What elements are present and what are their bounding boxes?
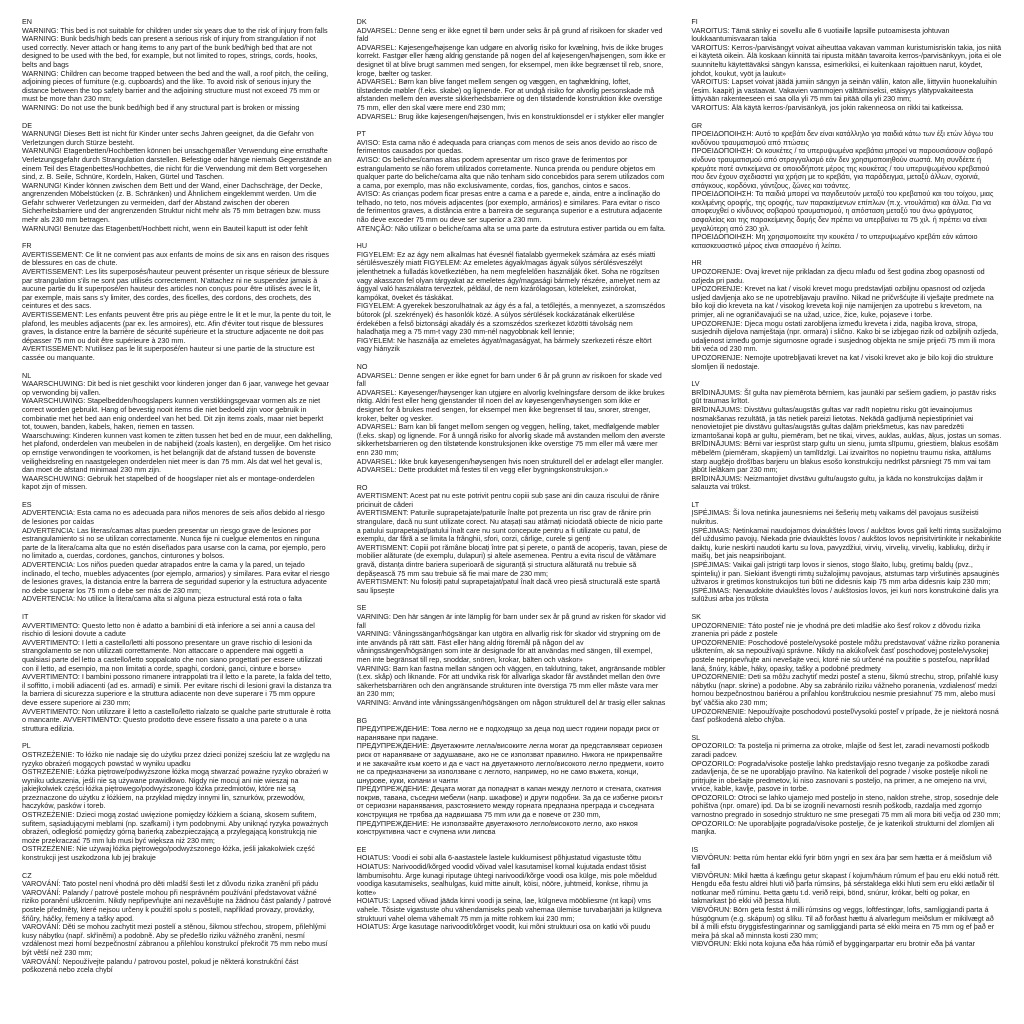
language-section-hr [691, 259, 1002, 371]
warning-paragraph: AVERTISMENT: Paturile suprapetajate/paturile înalte pot prezenta un risc grav de rănire prin strangulare, dacă nu sunt utilizate corect. Nu atașați sau atârnați niciodată obiecte de nicio parte a patului suprapetajat/patului înalt care nu sunt concepute pentru a fi utilizate cu patul, de exemplu, dar fără a se limita la frânghii, sfori, corzi, cârlige, curele și genți [356, 508, 663, 544]
warning-paragraph: AVISO: As crianças podem ficar presas entre a cama e a parede e, ainda, entre a inclinação do telhado, no teto, nos móveis adjacentes (por exemplo, armários) e similares. Para evitar o risco de ferimentos graves, a distância entre a barreira de segurança superior e a estrutura adjacente não deve exceder 75 mm ou deve ser superior a 230 mm. [356, 189, 663, 225]
language-section-lv [691, 380, 1002, 492]
language-section-hu [357, 242, 668, 354]
warning-paragraph: VAROVÁNÍ: Tato postel není vhodná pro děti mladší šesti let z důvodu rizika zranění při pádu [22, 879, 319, 889]
warning-paragraph: UPOZORENJE: Ovaj krevet nije prikladan za djecu mlađu od šest godina zbog opasnosti od ozljeda pri padu. [691, 267, 985, 285]
warning-paragraph: ПРЕДУПРЕЖДЕНИЕ: Това легло не е подходящо за деца под шест години поради риск от нараняване при падане. [356, 724, 660, 742]
warning-paragraph: UPOZORNENIE: Táto posteľ nie je vhodná pre deti mladšie ako šesť rokov z dôvodu rizika zranenia pri páde z postele [691, 620, 981, 639]
warning-paragraph: WAARSCHUWING: Gebruik het stapelbed of de hoogslaper niet als er montage-onderdelen kapot zijn of missen. [22, 473, 315, 492]
warning-paragraph: AVERTISSEMENT: N'utilisez pas le lit superposé/en hauteur si une partie de la structure est cassée ou manquante. [22, 344, 315, 362]
language-code: PT [356, 129, 366, 139]
warning-paragraph: ΠΡΟΕΙΔΟΠΟΙΗΣΗ: Τα παιδιά μπορεί να παγιδευτούν μεταξύ του κρεβατιού και του τοίχου, μιας κεκλιμένης οροφής, της οροφής, των παρακείμενων επίπλων (π.χ. ντουλάπια) και άλλα. Για να αποφευχθεί ο κίνδυνος σοβαρού τραυματισμού, η απόσταση μεταξύ του άνω φράγματος ασφαλείας και της παρακείμενης δομής δεν πρέπει να υπερβαίνει τα 75 χιλ. ή πρέπει να είναι μεγαλύτερη από 230 χιλ. [691, 189, 994, 233]
warning-paragraph: FIGYELEM: Ne használja az emeletes ágyat/magaságyat, ha bármely szerkezeti része eltört vagy hiányzik [356, 335, 652, 354]
warning-paragraph: ADVARSEL: Dette produktet må festes til en vegg eller bygningskonstruksjon.» [356, 465, 609, 475]
language-section-ro [357, 484, 668, 596]
warning-paragraph: AVVERTIMENTO: Questo letto non è adatto a bambini di età inferiore a sei anni a causa del rischio di lesioni dovute a cadute [22, 620, 315, 639]
warning-paragraph: ĮSPĖJIMAS: Netinkamai naudojamos dviaukštės lovos / aukštos lovos gali kelti rimtą susižalojimo dėl uždusimo pavojų. Niekada prie dviaukštės lovos / aukštos lovos neprisitvirtinkite ir nekabinkite daiktų, kurie neskirti naudoti kartu su lova, pavyzdžiui, virvių, virvelių, virvelių, kabliukų, diržų ir maišų, bet jais neapsiribojant. [691, 525, 1002, 561]
warning-paragraph: UPOZORNENIE: Poschodové postele/vysoké postele môžu predstavovať vážne riziko poranenia uškrtením, ak sa nepoužívajú správne. Nikdy na akúkoľvek časť poschodovej postele/vysokej postele nepripevňujte ani nevešajte veci, ktoré nie sú určené na použitie s posteľou, napríklad laná, šnúry, káble, háky, opasky, tašky a podobné predmety [691, 637, 1000, 673]
language-code: SK [691, 612, 701, 621]
language-code: IT [22, 612, 29, 621]
text-column [22, 18, 333, 1012]
warning-paragraph: ПРЕДУПРЕЖДЕНИЕ: Децата могат да попаднат в капан между леглото и стената, скатния покрив, тавана, съседни мебели (напр. шкафове) и други подобни. За да се избегне рискът от сериозни наранявания, разстоянието между горната предпазна преграда и съседната конструкция не трябва да надвишава 75 mm или да е повече от 230 mm, [356, 784, 664, 820]
warning-paragraph: ADVERTENCIA: Esta cama no es adecuada para niños menores de seis años debido al riesgo de lesiones por caídas [22, 508, 325, 527]
warning-paragraph: WARNUNG! Kinder können zwischen dem Bett und der Wand, einer Dachschräge, der Decke, angrenzenden Möbelstücken (z. B. Schränken) und Ähnlichem eingeklemmt werden. Um die Gefahr schwerer Verletzungen zu vermeiden, darf der Abstand zwischen der oberen Sicherheitsbarriere und der angrenzenden Struktur nicht mehr als 75 mm betragen bzw. muss mehr als 230 mm betragen. [22, 180, 323, 225]
warning-paragraph: OSTRZEŻENIE: Dzieci mogą zostać uwięzione pomiędzy łóżkiem a ścianą, skosem sufitem, sufitem, sąsiadującymi meblami (np. szafkami) i tym podobnymi. Aby uniknąć ryzyka poważnych obrażeń, odległość pomiędzy górną barierką zabezpieczającą a przylegającą konstrukcją nie może przekraczać 75 mm lub musi być większa niż 230 mm; [22, 810, 329, 845]
language-section-pt [357, 130, 668, 233]
warning-paragraph: ΠΡΟΕΙΔΟΠΟΙΗΣΗ: Οι κουκέτες / τα υπερυψωμένα κρεβάτια μπορεί να παρουσιάσουν σοβαρό κίνδυνο τραυματισμού από στραγγαλισμό εάν δεν χρησιμοποιηθούν σωστά. Μη συνδέετε ή κρεμάτε ποτέ αντικείμενα σε οποιοδήποτε μέρος της κουκέτας / του υπερυψωμένου κρεβατιού που δεν έχουν σχεδιαστεί για χρήση με το κρεβάτι, για παράδειγμα, μεταξύ άλλων, σχοινιά, σπάγκους, κορδόνια, γάντζους, ζώνες και τσάντες. [691, 146, 993, 190]
language-code: LV [691, 379, 700, 389]
language-code: SE [356, 603, 367, 613]
warning-paragraph: UPOZORNENIE: Deti sa môžu zachytiť medzi posteľ a stenu, šikmú strechu, strop, priľahlé kusy nábytku (napr. skrine) a podobne. Aby sa zabránilo riziku vážneho poranenia, vzdialenosť medzi hornou bezpečnostnou bariérou a priľahlou konštrukciou nesmie presiahnuť 75 mm, alebo musí byť väčšia ako 230 mm; [691, 672, 999, 707]
warning-paragraph: VARNING: Den här sängen är inte lämplig för barn under sex år på grund av risken för skador vid fall [356, 612, 666, 630]
warning-paragraph: WARNUNG! Benutze das Etagenbett/Hochbett nicht, wenn ein Bauteil kaputt ist oder fehlt [22, 223, 308, 233]
language-section-se [357, 604, 668, 707]
language-section-de [22, 122, 333, 234]
warning-paragraph: AVERTISMENT: Acest pat nu este potrivit pentru copiii sub șase ani din cauza riscului de rănire pricinuit de căderi [356, 491, 660, 509]
warning-paragraph: HOIATUS: Ärge kasutage narivoodit/kõrget voodit, kui mõni struktuuri osa on katki või puudu [356, 922, 651, 932]
warning-paragraph: ΠΡΟΕΙΔΟΠΟΙΗΣΗ: Μη χρησιμοποιείτε την κουκέτα / το υπερυψωμένο κρεβάτι εάν κάποιο κατασκευαστικό μέρος είναι σπασμένο ή λείπει. [691, 232, 978, 250]
warning-paragraph: ADVARSEL: Børn kan blive fanget mellem sengen og væggen, en taghældning, loftet, tilstødende møbler (f.eks. skabe) og lignende. For at undgå risiko for alvorlig personskade må afstanden mellem den øverste sikkerhedsbarriere og den tilstødende konstruktion ikke overstige 75 mm, eller den skal være mere end 230 mm; [356, 77, 663, 112]
language-code: FI [691, 18, 698, 26]
warning-paragraph: VIÐVÖRUN: Ekki nota kojuna eða háa rúmið ef byggingarpartar eru brotnir eða þá vantar [691, 939, 975, 949]
warning-paragraph: VAROITUS: Älä käytä kerros-/parvisänkyä, jos jokin rakenneosa on rikki tai katkeissa. [691, 102, 964, 112]
warning-paragraph: VAROVÁNÍ: Palandy / patrové postele mohou při nesprávném používání představovat vážné riziko poranění uškrcením. Nikdy nepřipevňujte ani nezavěšujte na žádnou část palandy / patrové postele předměty, které nejsou určeny k použití spolu s postelí, například provazy, provázky, šňůry, háčky, řemeny a tašky apod. [22, 887, 332, 923]
text-column [357, 18, 668, 1012]
text-column [691, 18, 1002, 1012]
warning-paragraph: OSTRZEŻENIE: Łóżka piętrowe/podwyższone łóżka mogą stwarzać poważne ryzyko obrażeń w wyniku uduszenia, jeśli nie są używane prawidłowo. Nigdy nie mocuj ani nie wieszaj na jakiejkolwiek części łóżka piętrowego/podwyższonego łóżka przedmiotów, które nie są przeznaczone do użytku z łóżkiem, na przykład między innymi lin, sznurków, przewodów, haczyków, pasków i toreb. [22, 767, 328, 811]
language-code: BG [356, 715, 368, 725]
warning-paragraph: VARNING: Använd inte våningssängen/högsängen om någon strukturell del är trasig eller saknas [356, 697, 666, 707]
warning-paragraph: AVERTISMENT: Nu folosiți patul suprapetajat/patul înalt dacă vreo piesă structurală este spartă sau lipsește [356, 577, 661, 595]
warning-paragraph: WARNING: Bunk beds/high beds can present a serious risk of injury from strangulation if not used correctly. Never attach or hang items to any part of the bunk bed/high bed that are not designed to be used with the bed, for example, but not limited to ropes, strings, cords, hooks, belts and bags [22, 34, 318, 69]
warning-paragraph: ADVARSEL: Denne seng er ikke egnet til børn under seks år på grund af risikoen for skader ved fald [356, 25, 663, 44]
language-section-es [22, 501, 333, 604]
language-section-fi [691, 18, 1002, 113]
warning-paragraph: ПРЕДУПРЕЖДЕНИЕ: Двуетажните легла/високите легла могат да представляват сериозен риск от нараняване от задушаване, ако не се използват правилно. Никога не прикрепвайте и не закачайте към което и да е част на двуетажното легло/високото легло предмети, които не са предназначени за използване с леглото, например, но не само въжета, конци, шнурове, куки, колани и чанти [356, 741, 664, 785]
language-code: FR [22, 241, 32, 251]
language-section-fr [22, 242, 333, 362]
warning-paragraph: OPOZORILO: Pograda/visoke postelje lahko predstavljajo resno tveganje za poškodbe zaradi zadavljenja, če se ne uporabljajo pravilno. Na katerikoli del pograde / visoke postelje nikoli ne pritrjujte in obešajte predmetov, ki niso zasnovani s posteljo, na primer, a ne omejeno na vrvi, vrvice, kable, kavlje, pasove in torbe. [691, 758, 990, 794]
warning-paragraph: HOIATUS: Lapsed võivad jääda kinni voodi ja seina, lae, külgneva mööbliesme (nt kapi) vms vahele. Tõsiste vigastuste ohu vähendamiseks peab vahemaa ülemise turvabarjääri ja külgneva struktuuri vahel olema vähemalt 75 mm ja mitte rohkem kui 230 mm; [356, 896, 662, 923]
warning-paragraph: VAROVÁNÍ: Děti se mohou zachytit mezi postelí a stěnou, šikmou střechou, stropem, přilehlými kusy nábytku (např. skříněmi) a podobně. Aby se předešlo riziku vážného zranění, nesmí vzdálenost mezi horní bezpečnostní zábranou a přilehlou konstrukcí překročit 75 mm nebo musí být větší než 230 mm; [22, 922, 328, 957]
language-section-bg [357, 717, 668, 837]
warning-paragraph: Waarschuwing: Kinderen kunnen vast komen te zitten tussen het bed en de muur, een dakhelling, het plafond, onderdelen van meubelen in de nabijheid (zoals kasten), en dergelijke. Om het risico op ernstige verwondingen te voorkomen, is het belangrijk dat de afstand tussen de bovenste veiligheidsreling en naastgelegen onderdelen niet meer is dan 75 mm. Als dat wel het geval is, dan moet de afstand minimaal 230 mm zijn. [22, 430, 333, 475]
warning-paragraph: BRĪDINĀJUMS: Neizmantojiet divstāvu gultu/augsto gultu, ja kāda no konstrukcijas daļām ir salauzta vai trūkst. [691, 473, 983, 492]
warning-paragraph: ПРЕДУПРЕЖДЕНИЕ: Не използвайте двуетажното легло/високото легло, ако някоя конструктивна част е счупена или липсва [356, 818, 638, 837]
language-section-no [357, 363, 668, 475]
language-code: HR [691, 258, 702, 268]
warning-paragraph: WAARSCHUWING: Stapelbedden/hoogslapers kunnen verstikkingsgevaar vormen als ze niet correct worden gebruikt. Hang of bevestig nooit items die niet bedoeld zijn voor gebruik in combinatie met het bed aan enig onderdeel van het bed. Dit zijn items zoals, maar niet beperkt tot, touwen, banden, kabels, haken, riemen en tassen. [22, 396, 324, 432]
warning-paragraph: HOIATUS: Narivoodid/kõrged voodid võivad valel kasutamisel kornal kujutada endast tõsist lämbumisohtu. Ärge kunagi riputage ühtegi narivoodi/kõrge voodi osa külge, mis pole mõeldud voodiga kasutamiseks, sealhulgas, kuid mitte ainult, köisi, nööre, juhtmeid, konkse, rihmu ja kotte» [356, 862, 657, 897]
language-section-cz [22, 872, 333, 975]
language-code: DK [356, 18, 367, 26]
warning-paragraph: AVVERTIMENTO: Non utilizzare il letto a castello/letto rialzato se qualche parte strutturale è rotta o mancante. AVVERTIMENTO: Questo prodotto deve essere fissato a una parete o a una struttura edilizia. [22, 706, 331, 733]
warning-paragraph: ADVARSEL: Ikke bruk køyesengen/høysengen hvis noen strukturell del er ødelagt eller mangler. [356, 456, 664, 466]
language-section-en [22, 18, 333, 113]
warning-paragraph: WARNING: Do not use the bunk bed/high bed if any structural part is broken or missing [22, 102, 300, 112]
language-section-sk [691, 613, 1002, 725]
language-code: NL [22, 370, 32, 380]
language-code: EN [22, 18, 32, 26]
language-section-is [691, 846, 1002, 949]
language-code: CZ [22, 870, 32, 880]
warning-paragraph: VAROITUS: Tämä sänky ei sovellu alle 6 vuotiaille lapsille putoamisesta johtuvan loukkaantumisvaaran takia [691, 25, 950, 44]
warning-paragraph: WAARSCHUWING: Dit bed is niet geschikt voor kinderen jonger dan 6 jaar, vanwege het gevaar op verwonding bij vallen. [22, 379, 329, 397]
language-code: HU [356, 241, 368, 251]
warning-paragraph: ĮSPĖJIMAS: Vaikai gali įstrigti tarp lovos ir sienos, stogo šlaito, lubų, gretimų baldų (pvz., spintelių) ir pan. Siekiant išvengti rimtų sužalojimų pavojaus, atstumas tarp viršutinės apsauginės užtvaros ir gretimos konstrukcijos turi būti ne didesnis kaip 75 mm arba didesnis kaip 230 mm; [691, 560, 1000, 587]
language-code: LT [691, 499, 700, 509]
warning-paragraph: WARNING: This bed is not suitable for children under six years due to the risk of injury from falls [22, 25, 328, 35]
language-code: ES [22, 499, 32, 509]
warning-paragraph: ADVERTENCIA: Los niños pueden quedar atrapados entre la cama y la pared, un tejado inclinado, el techo, muebles adyacentes (por ejemplo, armarios) y similares. Para evitar el riesgo de lesiones graves, la distancia entre la barrera de seguridad superior y la estructura adyacente no debe superar los 75 mm o debe ser más de 230 mm; [22, 560, 330, 595]
warning-paragraph: AVISO: Esta cama não é adequada para crianças com menos de seis anos devido ao risco de ferimentos causados por quedas. [356, 137, 657, 156]
language-section-lt [691, 501, 1002, 604]
warning-paragraph: UPOZORENJE: Djeca mogu ostati zarobljena između kreveta i zida, nagiba krova, stropa, susjednih dijelova namještaja (npr. ormara) i slično. Kako bi se izbjegao rizik od ozbiljnih ozljeda, udaljenost između gornje sigurnosne ograde i susjednog objekta ne smije prijeći 75 mm ili mora biti veća od 230 mm. [691, 318, 999, 354]
language-code: GR [691, 120, 703, 130]
language-section-ee [357, 846, 668, 932]
language-code: PL [22, 741, 31, 751]
warning-paragraph: ADVARSEL: Køyesenger/høysenger kan utgjøre en alvorlig kvelningsfare dersom de ikke brukes riktig. Aldri fest eller heng gjenstander til noen del av køyesengen/høysengen som ikke er designet for å brukes med sengen, for eksempel men ikke begrenset til tau, snorer, strenger, kroker, belter og vesker. [356, 387, 665, 423]
warning-paragraph: AVVERTIMENTO: I letti a castello/letti alti possono presentare un grave rischio di lesioni da strangolamento se non utilizzati correttamente. Non attaccare o appendere mai oggetti a qualsiasi parte del letto a castello/letto soppalcato che non siano progettati per essere utilizzati con il letto, ad esempio, ma non limitati a corde, spaghi, cordoni, ganci, cinture e borse» [22, 637, 323, 673]
warning-paragraph: AVERTISSEMENT: Les enfants peuvent être pris au piège entre le lit et le mur, la pente du toit, le plafond, les meubles adjacents (par ex. les armoires), etc. Afin d'éviter tout risque de blessures graves, la distance entre la barrière de sécurité supérieure et la structure adjacente ne doit pas dépasser 75 mm ou doit être supérieure à 230 mm. [22, 310, 331, 345]
warning-paragraph: ĮSPĖJIMAS: Ši lova netinka jaunesniems nei šešerių metų vaikams dėl pavojaus susižeisti nukritus. [691, 508, 979, 527]
warning-paragraph: UPOZORENJE: Krevet na kat / visoki krevet mogu predstavljati ozbiljnu opasnost od ozljeda usljed davljenja ako se ne upotrebljavaju pravilno. Nikad ne pričvršćujte ili vješajte predmete na bilo koji dio kreveta na kat / visokog kreveta koji nije namijenjen za upotrebu s krevetom, na primjer, ali ne ograničavajući se na užad, uzice, žice, kuke, pojaseve i torbe. [691, 284, 994, 319]
warning-paragraph: ADVERTENCIA: Las literas/camas altas pueden presentar un riesgo grave de lesiones por estrangulamiento si no se utilizan correctamente. Nunca fije ni cuelgue elementos en ninguna parte de la litera/cama alta que no estén diseñados para usarse con la cama, por ejemplo, pero no limitado a, cuerdas, cordones, ganchos, cinturones y bolsos. [22, 525, 326, 561]
language-section-gr [691, 122, 1002, 251]
language-section-it [22, 613, 333, 733]
language-section-dk [357, 18, 668, 121]
warning-paragraph: WARNING: Children can become trapped between the bed and the wall, a roof pitch, the ceiling, adjoining pieces of furniture (e.g. cupboards) and the like. To avoid risk of serious injury the distance between the top safety barrier and the adjoining structure must not exceed 75 mm or must be more than 230 mm; [22, 68, 329, 104]
warning-paragraph: OSTRZEŻENIE: Nie używaj łóżka piętrowego/podwyższonego łóżka, jeśli jakakolwiek część konstrukcji jest uszkodzona lub jej brakuje [22, 844, 315, 863]
warning-paragraph: AVERTISMENT: Copiii pot rămâne blocați între pat și perete, o pantă de acoperiș, tavan, piese de mobilier alăturate (de exemplu, dulapuri) și altele asemenea. Pentru a evita riscul de vătămare gravă, distanța dintre bariera superioară de siguranță și structura alăturată nu trebuie să depășească 75 mm sau trebuie să fie mai mare de 230 mm; [356, 542, 668, 578]
warning-paragraph: OPOZORILO: Otroci se lahko ujamejo med posteljo in steno, naklon strehe, strop, sosednje dele pohištva (npr. omare) ipd. Da bi se izognili nevarnosti resnih poškodb, razdalja med zgornjo varnostno pregrado in sosednjo strukturo ne sme presegati 75 mm ali mora biti večja od 230 mm; [691, 792, 1001, 820]
language-section-pl [22, 742, 333, 862]
warning-paragraph: AVVERTIMENTO: I bambini possono rimanere intrappolati tra il letto e la parete, la falda del tetto, il soffitto, i mobili adiacenti (ad es. armadi) e simili. Per evitare rischi di lesioni gravi la distanza tra la barriera di sicurezza superiore e la struttura adiacente non deve superare i 75 mm oppure deve essere superiore ai 230 mm; [22, 672, 332, 707]
warning-paragraph: AVISO: Os beliches/camas altas podem apresentar um risco grave de ferimentos por estrangulamento se não forem utilizados corretamente. Nunca prenda ou pendure objetos em qualquer parte do beliche/cama alta que não tenham sido concebidos para serem utilizados com a cama, por exemplo, mas não exclusivamente, cordas, fios, ganchos, cintos e sacos. [356, 154, 665, 190]
warning-paragraph: BRĪDINĀJUMS: Divstāvu gultas/augstās gultas var radīt nopietnu risku gūt ievainojumus nosmakšanas rezultātā, ja tās netiek pareizi lietotas. Nekādā gadījumā nepiestipriniet vai nenovietojiet pie divstāvu gultas/augstās gultas daļām priekšmetus, kas nav paredzēti izmantošanai kopā ar gultu, piemēram, bet ne tikai, virves, auklas, auklas, āķus, jostas un somas. [691, 404, 1002, 440]
warning-paragraph: UPOZORNENIE: Nepoužívajte poschodovú posteľ/vysokú posteľ v prípade, že je niektorá nosná časť poškodená alebo chýba. [691, 706, 999, 725]
warning-paragraph: VIÐVÖRUN: Þetta rúm hentar ekki fyrir börn yngri en sex ára þar sem hætta er á meiðslum við fall [691, 853, 992, 872]
warning-paragraph: UPOZORENJE: Nemojte upotrebljavati krevet na kat / visoki krevet ako je bilo koji dio strukture slomljen ili nedostaje. [691, 352, 994, 371]
warning-paragraph: ADVARSEL: Barn kan bli fanget mellom sengen og veggen, helling, taket, medfølgende møbler (f.eks. skap) og lignende. For å unngå risiko for alvorlig skade må avstanden mellom den øverste sikkerhetsbarrieren og den tilstøtende konstruksjonen ikke overstige 75 mm eller må være mer enn 230 mm; [356, 422, 666, 457]
warning-paragraph: ΠΡΟΕΙΔΟΠΟΙΗΣΗ: Αυτό το κρεβάτι δεν είναι κατάλληλο για παιδιά κάτω των έξι ετών λόγω του κινδύνου τραυματισμού από πτώσεις [691, 129, 994, 147]
warning-paragraph: OPOZORILO: Ta postelja ni primerna za otroke, mlajše od šest let, zaradi nevarnosti poškodb zaradi padcev. [691, 741, 990, 759]
warning-paragraph: HOIATUS: Voodi ei sobi alla 6-aastastele lastele kukkumisest põhjustatud vigastuste tõttu [356, 853, 641, 863]
warning-paragraph: ADVARSEL: Brug ikke køjesengen/højsengen, hvis en konstruktionsdel er i stykker eller mangler [356, 111, 665, 121]
warning-paragraph: BRĪDINĀJUMS: Šī gulta nav piemērota bērniem, kas jaunāki par sešiem gadiem, jo pastāv risks gūt traumas krītot. [691, 387, 997, 406]
warning-paragraph: WARNUNG! Dieses Bett ist nicht für Kinder unter sechs Jahren geeignet, da die Gefahr von Verletzungen durch Stürze besteht. [22, 129, 314, 147]
language-code: RO [356, 482, 368, 492]
warning-paragraph: VIÐVÖRUN: Mikil hætta á kæfingu getur skapast í kojum/háum rúmum ef þau eru ekki notuð rétt. Hengdu eða festu aldrei hluti við þarfa rúmsins, þá sérstaklega ekki hluti sem eru ekki ætlaðir til notkunar með rúminu. Þetta gætu t.d. verið reipi, bönd, snúrur, krókar, belti og pokar, en takmarkast þó ekki við þessa hluti. [691, 870, 1000, 906]
warning-paragraph: ATENÇÃO: Não utilizar o beliche/cama alta se uma parte da estrutura estiver partida ou em falta. [356, 223, 666, 233]
language-code: EE [356, 844, 367, 854]
warning-paragraph: VAROVÁNÍ: Nepoužívejte palandu / patrovou postel, pokud je některá konstrukční část poškozená nebo zcela chybí [22, 956, 299, 975]
warning-paragraph: AVERTISSEMENT: Ce lit ne convient pas aux enfants de moins de six ans en raison des risques de blessures en cas de chute. [22, 249, 329, 268]
warning-paragraph: VAROITUS: Kerros-/parvisängyt voivat aiheuttaa vakavan vamman kuristumisriskin takia, jos niitä ei käytetä oikein. Älä koskaan kiinnitä tai ripusta mitään tavaroita kerros-/parvisänkyyn, joita ei ole suunniteltu käytettäväksi sängyn kanssa, esimerkiksi, ei kuitenkaan rajoittuen narut, köydet, johdot, koukut, vyöt ja laukut» [691, 42, 1002, 78]
warning-paragraph: AVERTISSEMENT: Les lits superposés/hauteur peuvent présenter un risque sérieux de blessure par strangulation s'ils ne sont pas utilisés correctement. N'attachez ni ne suspendez jamais à aucune partie du lit superposé/en hauteur des articles non conçus pour être utilisés avec le lit, par exemple, mais sans s'y limiter, des cordes, des ficelles, des cordons, des crochets, des ceintures et des sacs. [22, 267, 329, 311]
warning-paragraph: ADVERTENCIA: No utilice la litera/cama alta si alguna pieza estructural está rota o falta [22, 594, 302, 604]
warning-paragraph: VARNING: Våningssängar/högsängar kan utgöra en allvarlig risk för skador vid strypning om de inte används på rätt sätt. Fäst eller häng aldrig föremål på någon del av våningssängen/högsängen som inte är designade för att användas med sängen, till exempel, men inte begränsat till rep, snoddar, snören, krokar, bälten och väskor» [356, 629, 661, 664]
language-code: SL [691, 732, 701, 742]
language-code: DE [22, 120, 32, 130]
warning-paragraph: FIGYELEM: A gyerekek beszorulhatnak az ágy és a fal, a tetőlejtés, a mennyezet, a szomszédos bútorok (pl. szekrények) és hasonlók közé. A súlyos sérülések kockázatának elkerülése érdekében a felső biztonsági akadály és a szomszédos szerkezet közötti távolság nem haladhatja meg a 75 mm-t vagy 230 mm-nél nagyobbnak kell lennie; [356, 301, 666, 337]
warning-paragraph: BRĪDINĀJUMS: Bērni var iesprūst starp gultu un sienu, jumta slīpumu, griestiem, blakus esošām mēbelēm (piemēram, skapjiem) un tamlīdzīgi. Lai izvairītos no nopietnu traumu riska, attālums starp augšējo drošības barjeru un blakus esošo konstrukciju nedrīkst pārsniegt 75 mm vai tam jābūt lielākam par 230 mm; [691, 439, 999, 475]
language-section-nl [22, 372, 333, 492]
warning-paragraph: FIGYELEM: Ez az ágy nem alkalmas hat évesnél fiatalabb gyermekek számára az esés miatti sérülésveszély miatt FIGYELEM: Az emeletes ágyak/magas ágyak súlyos sérülésveszélyt jelenthetnek a fulladás következtében, ha nem megfelelően használják őket. Soha ne rögzítsen vagy akasszon fel olyan tárgyakat az emeletes ágy/magasági bármely részére, amelyet nem az ággyal való használatra terveztek, például, de nem kizárólagosan, köteleket, zsinórokat, kampókat, öveket és táskákat. [356, 249, 661, 302]
warning-paragraph: OSTRZEŻENIE: To łóżko nie nadaje się do użytku przez dzieci poniżej sześciu lat ze względu na ryzyko obrażeń mogących powstać w wyniku upadku [22, 749, 330, 768]
warning-paragraph: WARNUNG! Etagenbetten/Hochbetten können bei unsachgemäßer Verwendung eine ernsthafte Verletzungsgefahr durch Strangulation darstellen. Befestige oder hänge niemals Gegenstände an einem Teil des Etagenbettes/Hochbettes, die nicht für die Verwendung mit dem Bett vorgesehen sind, z. B. Seile, Schnüre, Kordeln, Haken, Gürtel und Taschen. [22, 146, 332, 182]
language-code: NO [356, 361, 368, 371]
warning-paragraph: ĮSPĖJIMAS: Nenaudokite dviaukštės lovos / aukštosios lovos, jei kuri nors konstrukcinė dalis yra sulūžusi arba jos trūksta [691, 585, 999, 604]
warning-paragraph: OPOZORILO: Ne uporabljajte pograda/visoke postelje, če je katerikoli strukturni del zlomljen ali manjka. [691, 818, 995, 837]
warning-paragraph: VAROITUS: Lapset voivat jäädä jumiin sängyn ja seinän väliin, katon alle, liittyviin huonekaluihin (esim. kaapit) ja vastaavat. Vakavien vammojen välttämiseksi, etäisyys ylätурvakaiteesta liittyvään rakenteeseen ei saa olla yli 75 mm tai pitää olla yli 230 mm; [691, 77, 997, 104]
warning-paragraph: VARNING: Barn kan fastna mellan sängen och väggen, en taklutning, taket, angränsande möbler (t.ex. skåp) och liknande. För att undvika risk för allvarliga skador får avståndet mellan den övre säkerhetsbarriären och den angränsande strukturen inte överstiga 75 mm eller måste vara mer än 230 mm; [356, 663, 666, 699]
warning-paragraph: ADVARSEL: Denne sengen er ikke egnet for barn under 6 år på grunn av risikoen for skade ved fall [356, 370, 662, 389]
language-section-sl [691, 734, 1002, 837]
warning-paragraph: ADVARSEL: Køjesenge/højsenge kan udgøre en alvorlig risiko for kvælning, hvis de ikke bruges korrekt. Fastgør eller hæng aldrig genstande på nogen del af køjesengen/højsengen, som ikke er designet til at blive brugt sammen med sengen, for eksempel, men ikke begrænset til reb, snore, kroge, bælter og tasker. [356, 42, 666, 78]
warning-paragraph: VIÐVÖRUN: Börn geta festst á milli rúmsins og veggs, loftfestingar, lofts, samliggjandi parta á húsgögnum (e.g. skápum) og slíku. Til að forðast hættu á alvarlegum meiðslum er mikilvægt að bil á milli efstu öryggisfestingarinnar og samliggjandi parta sé ekki meira en 75 mm og ef það er meira þá skal að minnsta kosti 230 mm; [691, 905, 995, 940]
language-code: IS [691, 844, 699, 854]
